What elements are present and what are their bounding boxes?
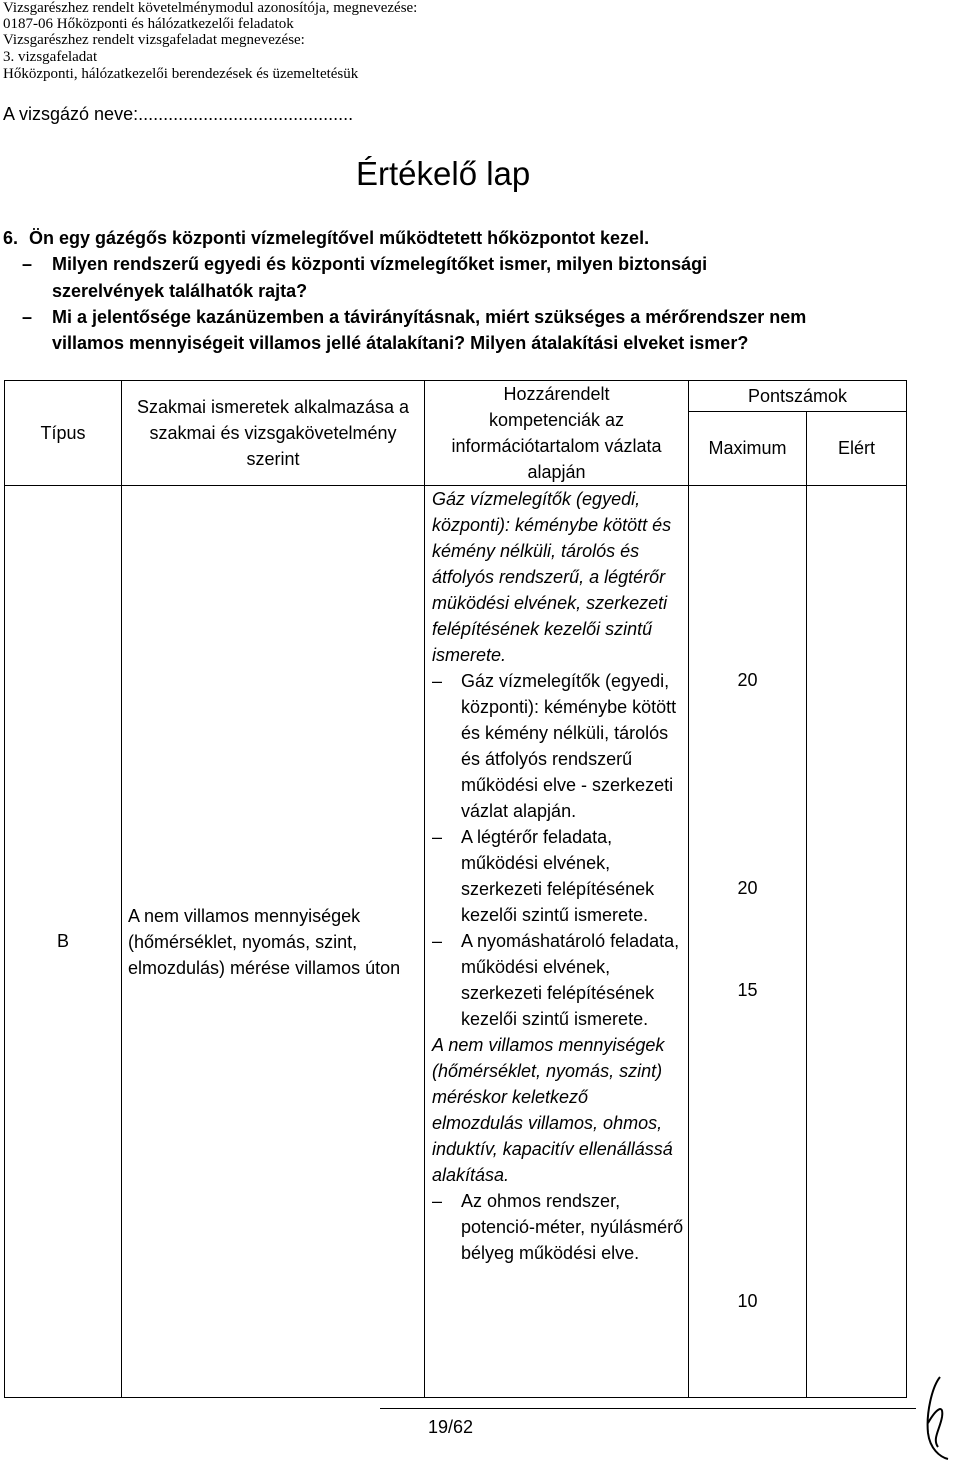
header-line-1: Vizsgarészhez rendelt követelménymodul azonosítója, megnevezése: [3,0,418,16]
header-line-4: 3. vizsgafeladat [3,49,98,65]
header-tipus: Típus [5,381,122,486]
header-line-2: 0187-06 Hőközponti és hálózatkezelői feladatok [3,15,294,32]
dash-icon: – [22,307,33,327]
question-2-cont: villamos mennyiségeit villamos jellé átalakítani? Milyen átalakítási elveket ismer? [52,333,749,353]
dash-icon: – [432,1191,443,1211]
cell-szakmai: A nem villamos mennyiségek (hőmérséklet, nyomás, szint, elmozdulás) mérése villamos úton [122,486,425,1398]
header-szakmai: Szakmai ismeretek alkalmazása a szakmai és vizsgakövetelmény szerint [122,381,425,486]
task-number: 6. [3,228,19,248]
task-intro [3,228,649,249]
task-intro-text: Ön egy gázégős központi vízmelegítővel működtetett hőközpontot kezel. [29,228,650,248]
cell-elert [807,486,907,1398]
score-value: 20 [737,878,758,898]
question-1-cont: szerelvények találhatók rajta? [52,281,308,301]
header-elert: Elért [807,412,907,486]
competency-item: – A nyomáshatároló feladata, működési elvének, szerkezeti felépítésének kezelői szintű ismerete. [432,928,684,1032]
exam-name-field: A vizsgázó neve:........................................... [3,104,354,124]
dash-icon: – [432,671,443,691]
score-value: 15 [737,980,758,1000]
competency-item: – Gáz vízmelegítők (egyedi, központi): kéménybe kötött és kémény nélküli, tárolós és átfolyós rendszerű működési elve - szerkezeti vázlat alapján. [432,668,684,824]
question-1: – Milyen rendszerű egyedi és központi vízmelegítőket ismer, milyen biztonsági [22,254,708,274]
competency-intro-2: A nem villamos mennyiségek (hőmérséklet, nyomás, szint) méréskor keletkező elmozdulás villamos, ohmos, induktív, kapacitív ellenállássá alakítása. [432,1035,673,1185]
header-hozzarendelt: Hozzárendelt kompetenciák az információtartalom vázlata alapján [425,381,689,486]
header-maximum: Maximum [689,412,807,486]
competency-item: – Az ohmos rendszer, potenció-méter, nyúlásmérő bélyeg működési elve. [432,1188,684,1266]
competency-item: – A légtérőr feladata, működési elvének, szerkezeti felépítésének kezelői szintű ismerete. [432,824,684,928]
cell-competencies [425,486,689,1398]
score-value: 20 [737,670,758,690]
competency-intro-1: Gáz vízmelegítők (egyedi, központi): kéménybe kötött és kémény nélküli, tárolós és átfolyós rendszerű, a légtérőr müködési elvének, szerkezeti felépítésének kezelői szintű ismerete. [432,489,672,665]
evaluation-table [4,380,907,1398]
score-value: 10 [737,1291,758,1311]
header-line-5: Hőközponti, hálózatkezelői berendezések és üzemeltetésük [3,66,359,82]
question-2: – Mi a jelentősége kazánüzemben a távirányításnak, miért szükséges a mérőrendszer nem [22,307,807,327]
cell-maximum [689,486,807,1398]
page-title: Értékelő lap [356,155,531,192]
dash-icon: – [432,931,443,951]
header-line-3: Vizsgarészhez rendelt vizsgafeladat megnevezése: [3,32,305,48]
page-number: 19/62 [428,1417,474,1437]
cell-tipus: B [5,486,122,1398]
signature-mark [918,1373,958,1466]
dash-icon: – [22,254,33,274]
dash-icon: – [432,827,443,847]
divider [380,1408,916,1409]
header-pontszamok: Pontszámok [689,381,907,412]
